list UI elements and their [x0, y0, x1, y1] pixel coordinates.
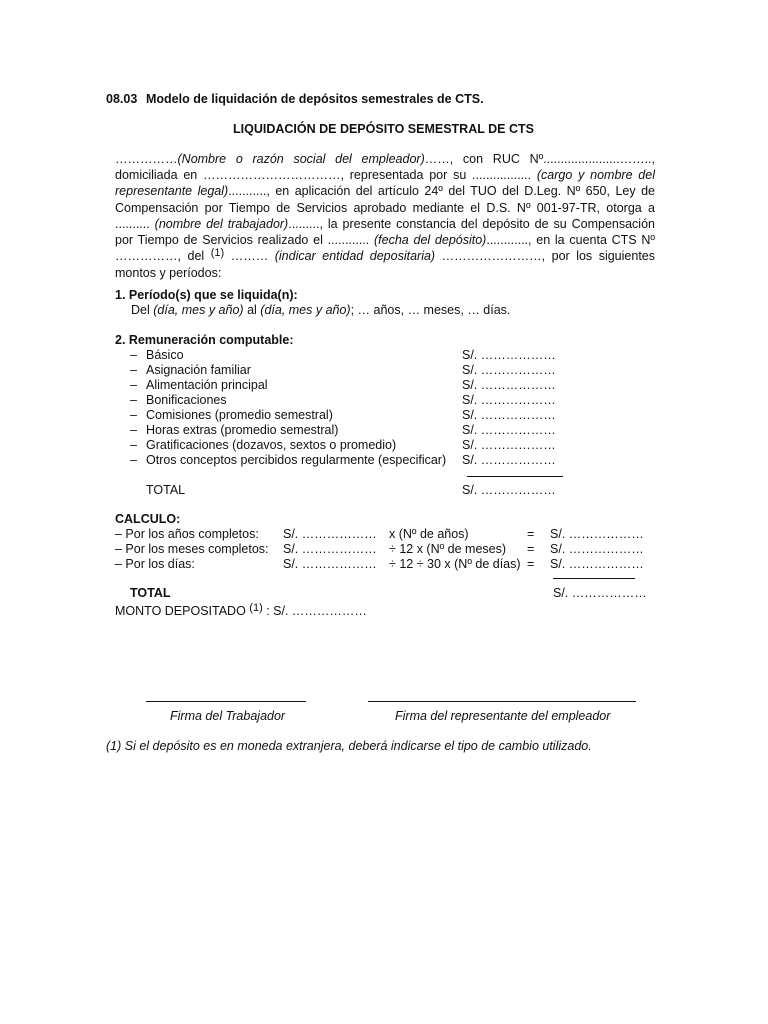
- section2-title: 2. Remuneración computable:: [115, 333, 294, 347]
- subtotal-rule: [467, 476, 563, 477]
- item-label: Bonificaciones: [146, 393, 227, 407]
- item-label: Otros conceptos percibidos regularmente (especificar): [146, 453, 447, 467]
- item-dash: –: [130, 393, 137, 407]
- calc-equals: =: [527, 527, 535, 541]
- section1-title: 1. Período(s) que se liquida(n):: [115, 288, 298, 302]
- section1-period: Del (día, mes y año) al (día, mes y año); … años, … meses, … días.: [131, 303, 511, 317]
- worker-signature-line: [146, 701, 306, 702]
- calc-label: – Por los meses completos:: [115, 542, 269, 556]
- item-amount: S/. ………………: [462, 393, 556, 407]
- heading-text: Modelo de liquidación de depósitos semestrales de CTS.: [146, 92, 484, 106]
- worker-signature-label: Firma del Trabajador: [170, 709, 286, 723]
- footnote: (1) Si el depósito es en moneda extranjera, deberá indicarse el tipo de cambio utilizado.: [106, 739, 592, 753]
- intro-placeholder: (nombre del trabajador): [154, 216, 289, 231]
- item-label: Gratificaciones (dozavos, sextos o promedio): [146, 438, 397, 452]
- item-label: Horas extras (promedio semestral): [146, 423, 339, 437]
- item-dash: –: [130, 348, 137, 362]
- intro-placeholder: (cargo y nombre del representante legal): [115, 168, 655, 199]
- item-amount: S/. ………………: [462, 438, 556, 452]
- calculo-title: CALCULO:: [115, 512, 181, 526]
- employer-signature-line: [368, 701, 636, 702]
- item-label: Básico: [146, 348, 184, 362]
- intro-text: ..........., en aplicación del artículo 24º del TUO del D.Leg. Nº 650, Ley de Compensación por Tiempo de Servicios aprobado mediante el D.S. Nº 001-97-TR, otorga a ..........: [115, 184, 655, 231]
- calc-result: S/. ………………: [550, 557, 644, 571]
- intro-text: ........., la presente constancia del depósito de su Compensación por Tiempo de Servicios realizado el ............: [115, 216, 655, 248]
- intro-text: ……………: [115, 152, 178, 166]
- item-dash: –: [130, 423, 137, 437]
- heading-number: 08.03: [106, 92, 138, 106]
- item-dash: –: [130, 438, 137, 452]
- calc-equals: =: [527, 542, 535, 556]
- employer-signature-label: Firma del representante del empleador: [395, 709, 611, 723]
- intro-placeholder: (Nombre o razón social del empleador): [177, 152, 425, 166]
- monto-depositado: MONTO DEPOSITADO (1) : S/. ………………: [115, 602, 367, 618]
- item-amount: S/. ………………: [462, 423, 556, 437]
- item-dash: –: [130, 378, 137, 392]
- calc-label: – Por los años completos:: [115, 527, 259, 541]
- calc-amount: S/. ………………: [283, 542, 377, 556]
- intro-text: ............, en la cuenta CTS Nº ……………, del: [115, 233, 655, 264]
- document-title: LIQUIDACIÓN DE DEPÓSITO SEMESTRAL DE CTS: [233, 122, 534, 136]
- section2-total-label: TOTAL: [146, 483, 186, 497]
- calculo-total-label: TOTAL: [130, 586, 171, 600]
- item-amount: S/. ………………: [462, 348, 556, 362]
- item-label: Alimentación principal: [146, 378, 268, 392]
- intro-placeholder: (indicar entidad depositaria): [274, 249, 436, 264]
- item-dash: –: [130, 453, 137, 467]
- item-dash: –: [130, 408, 137, 422]
- calc-total-rule: [553, 578, 635, 579]
- item-amount: S/. ………………: [462, 453, 556, 467]
- intro-text: ……………………, por los siguientes montos y períodos:: [115, 249, 655, 281]
- item-amount: S/. ………………: [462, 378, 556, 392]
- calc-equals: =: [527, 557, 535, 571]
- calc-amount: S/. ………………: [283, 527, 377, 541]
- intro-paragraph: [115, 151, 655, 282]
- calc-result: S/. ………………: [550, 527, 644, 541]
- intro-text: ……, con RUC Nº......................…….., domiciliada en ……………………………, representada por su .................: [115, 152, 655, 183]
- calc-operation: ÷ 12 ÷ 30 x (Nº de días): [389, 557, 521, 571]
- calc-result: S/. ………………: [550, 542, 644, 556]
- calc-amount: S/. ………………: [283, 557, 377, 571]
- calc-operation: x (Nº de años): [389, 527, 469, 541]
- item-amount: S/. ………………: [462, 408, 556, 422]
- section2-total-amount: S/. ………………: [462, 483, 556, 497]
- intro-text: ………: [230, 249, 269, 264]
- item-amount: S/. ………………: [462, 363, 556, 377]
- item-label: Asignación familiar: [146, 363, 251, 377]
- calc-label: – Por los días:: [115, 557, 195, 571]
- calculo-total-amount: S/. ………………: [553, 586, 647, 600]
- calc-operation: ÷ 12 x (Nº de meses): [389, 542, 507, 556]
- footnote-ref: (1): [210, 247, 225, 260]
- footnote-ref: (1): [249, 602, 263, 614]
- item-label: Comisiones (promedio semestral): [146, 408, 333, 422]
- item-dash: –: [130, 363, 137, 377]
- intro-placeholder: (fecha del depósito): [374, 233, 487, 248]
